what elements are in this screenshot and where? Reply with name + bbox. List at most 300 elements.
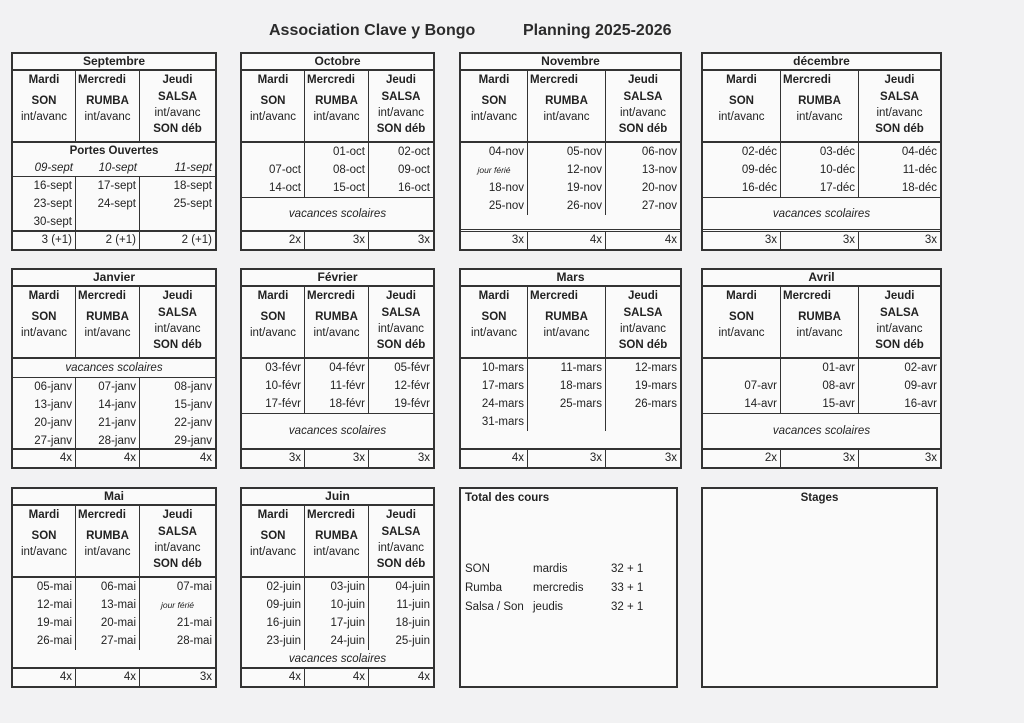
date-cell: 09-juin xyxy=(242,596,305,614)
day-column-mardi xyxy=(461,71,528,141)
date-cell xyxy=(242,143,305,161)
month-janvier xyxy=(11,268,217,469)
date-cell: 18-févr xyxy=(305,395,369,413)
date-cell: 26-mars xyxy=(634,398,677,410)
class-level: SON déb xyxy=(153,123,202,135)
date-cell: 05-mai xyxy=(13,578,76,596)
total-count: 4x xyxy=(199,452,212,464)
date-row xyxy=(461,179,680,197)
date-cell xyxy=(140,213,215,231)
day-name: Mercredi xyxy=(78,74,126,86)
day-name: Mercredi xyxy=(307,509,355,521)
day-column-mercredi xyxy=(781,71,859,141)
month-totals xyxy=(703,229,940,249)
date-cell: 02-déc xyxy=(703,143,781,161)
total-count: 4x xyxy=(528,232,606,249)
date-cell: 03-juin xyxy=(305,578,369,596)
date-cell: 12-mai xyxy=(13,596,76,614)
stages-panel xyxy=(701,487,938,688)
date-cell xyxy=(76,213,140,231)
cours-name: Salsa / Son xyxy=(465,601,524,613)
date-cell: 11-févr xyxy=(305,377,369,395)
class-info xyxy=(76,93,139,125)
month-totals xyxy=(242,667,433,686)
date-cell: 18-juin xyxy=(395,617,430,629)
date-row xyxy=(13,195,215,213)
day-name: Mardi xyxy=(726,74,757,86)
date-cell: 07-avr xyxy=(703,377,781,395)
class-style: SON xyxy=(481,311,507,323)
date-cell: 12-févr xyxy=(394,380,430,392)
date-cell: 18-sept xyxy=(173,180,212,192)
day-name: Mercredi xyxy=(307,74,355,86)
class-level: SON déb xyxy=(376,339,426,351)
class-level: SON déb xyxy=(376,123,426,135)
cours-name: SON xyxy=(465,563,490,575)
class-style: RUMBA xyxy=(798,311,841,323)
class-style: RUMBA xyxy=(86,95,129,107)
day-column-jeudi xyxy=(140,287,215,357)
total-count: 4x xyxy=(76,450,140,467)
class-style: SON xyxy=(260,311,286,323)
day-column-mercredi xyxy=(528,71,606,141)
day-header xyxy=(242,287,433,359)
day-name: Mercredi xyxy=(78,290,126,302)
class-style: RUMBA xyxy=(315,311,358,323)
class-level: int/avanc xyxy=(718,111,765,123)
day-name: Jeudi xyxy=(385,509,417,521)
month-avril xyxy=(701,268,942,469)
cours-jour: jeudis xyxy=(533,601,564,613)
portes-ouvertes-date: 10-sept xyxy=(98,162,137,174)
date-cell: 10-mars xyxy=(461,359,528,377)
total-count: 3 (+1) xyxy=(13,232,76,249)
day-name: Mercredi xyxy=(78,509,126,521)
class-level: int/avanc xyxy=(154,107,201,119)
class-level: int/avanc xyxy=(313,546,360,558)
date-cell: 10-juin xyxy=(305,596,369,614)
date-cell: 27-mai xyxy=(76,632,140,650)
date-row xyxy=(242,161,433,179)
day-name: Jeudi xyxy=(385,74,417,86)
cours-total: 32 + 1 xyxy=(611,563,644,575)
class-level: int/avanc xyxy=(84,327,131,339)
date-row xyxy=(461,395,680,413)
date-cell: 25-juin xyxy=(395,635,430,647)
date-cell: 03-déc xyxy=(781,143,859,161)
total-des-cours-panel xyxy=(459,487,678,688)
planning-title: Planning 2025-2026 xyxy=(523,22,672,39)
class-level: int/avanc xyxy=(377,542,425,554)
day-column-mercredi xyxy=(76,506,140,576)
month-totals xyxy=(242,448,433,467)
date-cell: 23-juin xyxy=(242,632,305,650)
dates-body xyxy=(13,143,215,231)
day-header xyxy=(13,71,215,143)
day-name: Mercredi xyxy=(530,74,578,86)
total-count: 2 (+1) xyxy=(76,232,140,249)
day-name: Mardi xyxy=(257,290,289,302)
class-info xyxy=(242,309,304,341)
class-level: SON déb xyxy=(618,339,668,351)
dates-body xyxy=(242,578,433,668)
date-cell: 15-janv xyxy=(174,399,212,411)
date-cell: 27-janv xyxy=(13,432,76,450)
date-row xyxy=(703,395,940,413)
month-title: décembre xyxy=(703,54,940,71)
class-level: SON déb xyxy=(875,339,924,351)
day-column-jeudi xyxy=(140,506,215,576)
class-level: SON déb xyxy=(153,339,202,351)
class-level: int/avanc xyxy=(84,546,131,558)
class-style: SON xyxy=(31,311,57,323)
class-level: int/avanc xyxy=(154,323,201,335)
month-totals xyxy=(13,448,215,467)
month-title: Février xyxy=(242,270,433,287)
class-style: SON xyxy=(481,95,507,107)
day-column-mercredi xyxy=(528,287,606,357)
date-cell: 13-mai xyxy=(76,596,140,614)
day-name: Jeudi xyxy=(627,290,659,302)
date-cell: 13-janv xyxy=(13,396,76,414)
total-count: 3x xyxy=(781,232,859,249)
date-row xyxy=(461,413,680,431)
class-level: int/avanc xyxy=(249,546,297,558)
month-mai xyxy=(11,487,217,688)
date-cell: 01-oct xyxy=(305,143,369,161)
date-cell: 19-févr xyxy=(394,398,430,410)
date-row xyxy=(461,359,680,377)
class-style: SALSA xyxy=(158,526,197,538)
class-info xyxy=(369,305,433,353)
date-row xyxy=(13,177,215,195)
day-name: Jeudi xyxy=(884,74,915,86)
class-level: SON déb xyxy=(875,123,924,135)
date-cell: 16-avr xyxy=(904,398,937,410)
class-style: SALSA xyxy=(880,307,919,319)
date-row xyxy=(461,377,680,395)
date-cell: 10-févr xyxy=(242,377,305,395)
month-title: Juin xyxy=(242,489,433,506)
class-style: SON xyxy=(31,95,57,107)
day-column-mardi xyxy=(242,287,305,357)
date-cell: 07-janv xyxy=(76,378,140,396)
day-name: Jeudi xyxy=(385,290,417,302)
date-row xyxy=(13,414,215,432)
day-name: Mardi xyxy=(478,74,510,86)
total-count: 3x xyxy=(781,450,859,467)
class-level: int/avanc xyxy=(543,111,590,123)
date-row xyxy=(461,197,680,215)
date-cell: 11-déc xyxy=(902,164,937,176)
total-count: 3x xyxy=(461,232,528,249)
date-cell: 09-oct xyxy=(398,164,430,176)
class-info xyxy=(606,305,680,353)
class-info xyxy=(781,93,858,125)
day-column-mardi xyxy=(13,71,76,141)
class-info xyxy=(369,524,433,572)
month-totals xyxy=(461,448,680,467)
class-info xyxy=(461,309,527,341)
date-cell: 08-oct xyxy=(305,161,369,179)
date-cell: 30-sept xyxy=(13,213,76,231)
class-info xyxy=(305,528,368,560)
jour-ferie-label: jour férié xyxy=(461,161,528,179)
date-cell: 14-avr xyxy=(703,395,781,413)
day-column-mardi xyxy=(13,287,76,357)
class-level: int/avanc xyxy=(470,327,518,339)
date-cell: 05-nov xyxy=(528,143,606,161)
date-cell: 07-oct xyxy=(242,161,305,179)
portes-ouvertes-date: 11-sept xyxy=(174,162,212,174)
day-name: Mercredi xyxy=(307,290,355,302)
total-count: 2x xyxy=(242,232,305,249)
total-count: 4x xyxy=(305,669,369,686)
class-level: int/avanc xyxy=(470,111,518,123)
month-totals xyxy=(13,667,215,686)
class-level: int/avanc xyxy=(543,327,590,339)
class-info xyxy=(242,528,304,560)
month-totals xyxy=(461,229,680,249)
date-cell: 02-juin xyxy=(242,578,305,596)
class-style: SALSA xyxy=(381,91,421,103)
day-name: Mercredi xyxy=(783,74,831,86)
day-header xyxy=(13,287,215,359)
date-row xyxy=(242,395,433,413)
date-cell: 04-nov xyxy=(461,143,528,161)
date-cell: 18-mars xyxy=(528,377,606,395)
day-column-jeudi xyxy=(140,71,215,141)
date-cell: 25-nov xyxy=(461,197,528,215)
day-name: Mardi xyxy=(478,290,510,302)
dates-body xyxy=(13,359,215,450)
date-row xyxy=(13,213,215,231)
association-title: Association Clave y Bongo xyxy=(269,22,476,39)
date-cell: 20-janv xyxy=(13,414,76,432)
day-header xyxy=(461,287,680,359)
dates-body xyxy=(242,359,433,413)
day-column-mercredi xyxy=(305,287,369,357)
day-column-mercredi xyxy=(781,287,859,357)
date-cell: 16-sept xyxy=(13,177,76,195)
class-level: int/avanc xyxy=(313,111,360,123)
day-name: Jeudi xyxy=(627,74,659,86)
class-style: SON xyxy=(729,311,754,323)
day-name: Mardi xyxy=(257,509,289,521)
vacances-scolaires-label: vacances scolaires xyxy=(288,653,387,665)
class-info xyxy=(369,89,433,137)
day-column-jeudi xyxy=(859,287,940,357)
date-cell: 17-févr xyxy=(242,395,305,413)
month-title: Janvier xyxy=(13,270,215,287)
date-cell: 10-déc xyxy=(781,161,859,179)
day-name: Jeudi xyxy=(162,290,193,302)
date-cell: 09-avr xyxy=(904,380,937,392)
portes-ouvertes-title: Portes Ouvertes xyxy=(69,145,159,157)
class-info xyxy=(461,93,527,125)
class-style: RUMBA xyxy=(315,95,358,107)
class-style: SALSA xyxy=(880,91,919,103)
class-info xyxy=(76,528,139,560)
date-cell: 05-févr xyxy=(394,362,430,374)
class-level: int/avanc xyxy=(313,327,360,339)
total-count: 2 (+1) xyxy=(181,234,212,246)
month-juin xyxy=(240,487,435,688)
class-info xyxy=(140,305,215,353)
date-cell xyxy=(606,413,680,431)
total-count: 3x xyxy=(417,452,430,464)
date-cell: 29-janv xyxy=(174,435,212,447)
class-info xyxy=(13,93,75,125)
class-style: RUMBA xyxy=(545,311,588,323)
date-cell: 27-nov xyxy=(641,200,677,212)
month-octobre xyxy=(240,52,435,251)
vacances-scolaires-label: vacances scolaires xyxy=(242,413,433,449)
day-column-jeudi xyxy=(606,71,680,141)
class-level: int/avanc xyxy=(84,111,131,123)
date-cell: 16-juin xyxy=(242,614,305,632)
class-style: RUMBA xyxy=(315,530,358,542)
total-count: 3x xyxy=(703,232,781,249)
day-header xyxy=(242,506,433,578)
total-count: 3x xyxy=(199,671,212,683)
total-count: 4x xyxy=(13,669,76,686)
date-cell: 20-nov xyxy=(641,182,677,194)
cours-total: 33 + 1 xyxy=(611,582,644,594)
class-level: int/avanc xyxy=(249,111,297,123)
class-info xyxy=(242,93,304,125)
date-cell xyxy=(528,413,606,431)
class-info xyxy=(140,89,215,137)
date-row xyxy=(13,396,215,414)
date-cell: 23-sept xyxy=(13,195,76,213)
month-totals xyxy=(242,230,433,249)
day-column-mardi xyxy=(13,506,76,576)
date-cell: 04-févr xyxy=(305,359,369,377)
day-column-jeudi xyxy=(369,506,433,576)
day-column-mercredi xyxy=(76,287,140,357)
day-column-jeudi xyxy=(859,71,940,141)
total-count: 4x xyxy=(417,671,430,683)
date-row xyxy=(242,143,433,161)
total-count: 2x xyxy=(703,450,781,467)
date-cell: 17-juin xyxy=(305,614,369,632)
month-fevrier xyxy=(240,268,435,469)
vacances-scolaires-label: vacances scolaires xyxy=(703,413,940,449)
day-header xyxy=(461,71,680,143)
day-header xyxy=(242,71,433,143)
class-style: SON xyxy=(729,95,754,107)
cours-jour: mardis xyxy=(533,563,568,575)
class-info xyxy=(13,528,75,560)
date-cell: 19-mai xyxy=(13,614,76,632)
day-column-jeudi xyxy=(369,71,433,141)
total-count: 3x xyxy=(924,234,937,246)
class-info xyxy=(140,524,215,572)
date-cell: 06-nov xyxy=(641,146,677,158)
date-cell: 14-oct xyxy=(242,179,305,197)
day-name: Mardi xyxy=(28,509,60,521)
day-header xyxy=(13,506,215,578)
class-info xyxy=(76,309,139,341)
date-cell: 06-janv xyxy=(13,378,76,396)
date-row xyxy=(461,161,680,179)
total-count: 4x xyxy=(242,669,305,686)
date-cell: 14-janv xyxy=(76,396,140,414)
class-level: int/avanc xyxy=(718,327,765,339)
date-cell: 11-mars xyxy=(528,359,606,377)
class-style: RUMBA xyxy=(545,95,588,107)
date-cell: 19-mars xyxy=(634,380,677,392)
class-level: int/avanc xyxy=(876,107,923,119)
dates-body xyxy=(703,143,940,197)
class-info xyxy=(528,309,605,341)
class-level: int/avanc xyxy=(154,542,201,554)
date-cell: 28-mai xyxy=(176,635,212,647)
date-row xyxy=(242,179,433,197)
day-name: Mardi xyxy=(257,74,289,86)
day-column-mercredi xyxy=(305,506,369,576)
date-cell: 16-déc xyxy=(703,179,781,197)
day-name: Mercredi xyxy=(530,290,578,302)
date-cell: 04-juin xyxy=(395,581,430,593)
date-cell: 06-mai xyxy=(76,578,140,596)
class-level: SON déb xyxy=(153,558,202,570)
day-name: Jeudi xyxy=(162,509,193,521)
date-row xyxy=(242,596,433,614)
day-column-mercredi xyxy=(76,71,140,141)
date-cell: 18-nov xyxy=(461,179,528,197)
date-cell: 25-mars xyxy=(528,395,606,413)
class-level: int/avanc xyxy=(876,323,923,335)
month-novembre xyxy=(459,52,682,251)
class-style: SALSA xyxy=(623,91,663,103)
date-cell: 16-oct xyxy=(398,182,430,194)
class-info xyxy=(305,309,368,341)
portes-ouvertes-date: 09-sept xyxy=(34,162,73,174)
class-level: int/avanc xyxy=(377,323,425,335)
date-row xyxy=(242,614,433,632)
date-cell: 24-mars xyxy=(461,395,528,413)
portes-ouvertes-row xyxy=(13,159,215,177)
class-level: int/avanc xyxy=(377,107,425,119)
class-style: SON xyxy=(260,530,286,542)
date-cell: 01-avr xyxy=(781,359,859,377)
date-cell: 22-janv xyxy=(174,417,212,429)
class-level: int/avanc xyxy=(20,546,68,558)
total-count: 3x xyxy=(664,452,677,464)
date-cell: 12-nov xyxy=(528,161,606,179)
total-count: 3x xyxy=(242,450,305,467)
day-name: Mardi xyxy=(28,74,60,86)
class-style: SALSA xyxy=(623,307,663,319)
date-row xyxy=(703,161,940,179)
date-cell: 28-janv xyxy=(76,432,140,450)
day-header xyxy=(703,71,940,143)
vacances-scolaires-label: vacances scolaires xyxy=(242,197,433,231)
vacances-scolaires-label: vacances scolaires xyxy=(13,359,215,378)
date-cell: 31-mars xyxy=(461,413,528,431)
class-style: SALSA xyxy=(381,307,421,319)
date-cell: 09-déc xyxy=(703,161,781,179)
date-cell: 19-nov xyxy=(528,179,606,197)
date-row xyxy=(242,359,433,377)
day-column-mardi xyxy=(703,71,781,141)
day-name: Mardi xyxy=(28,290,60,302)
total-count: 3x xyxy=(417,234,430,246)
date-row xyxy=(703,377,940,395)
date-cell xyxy=(703,359,781,377)
